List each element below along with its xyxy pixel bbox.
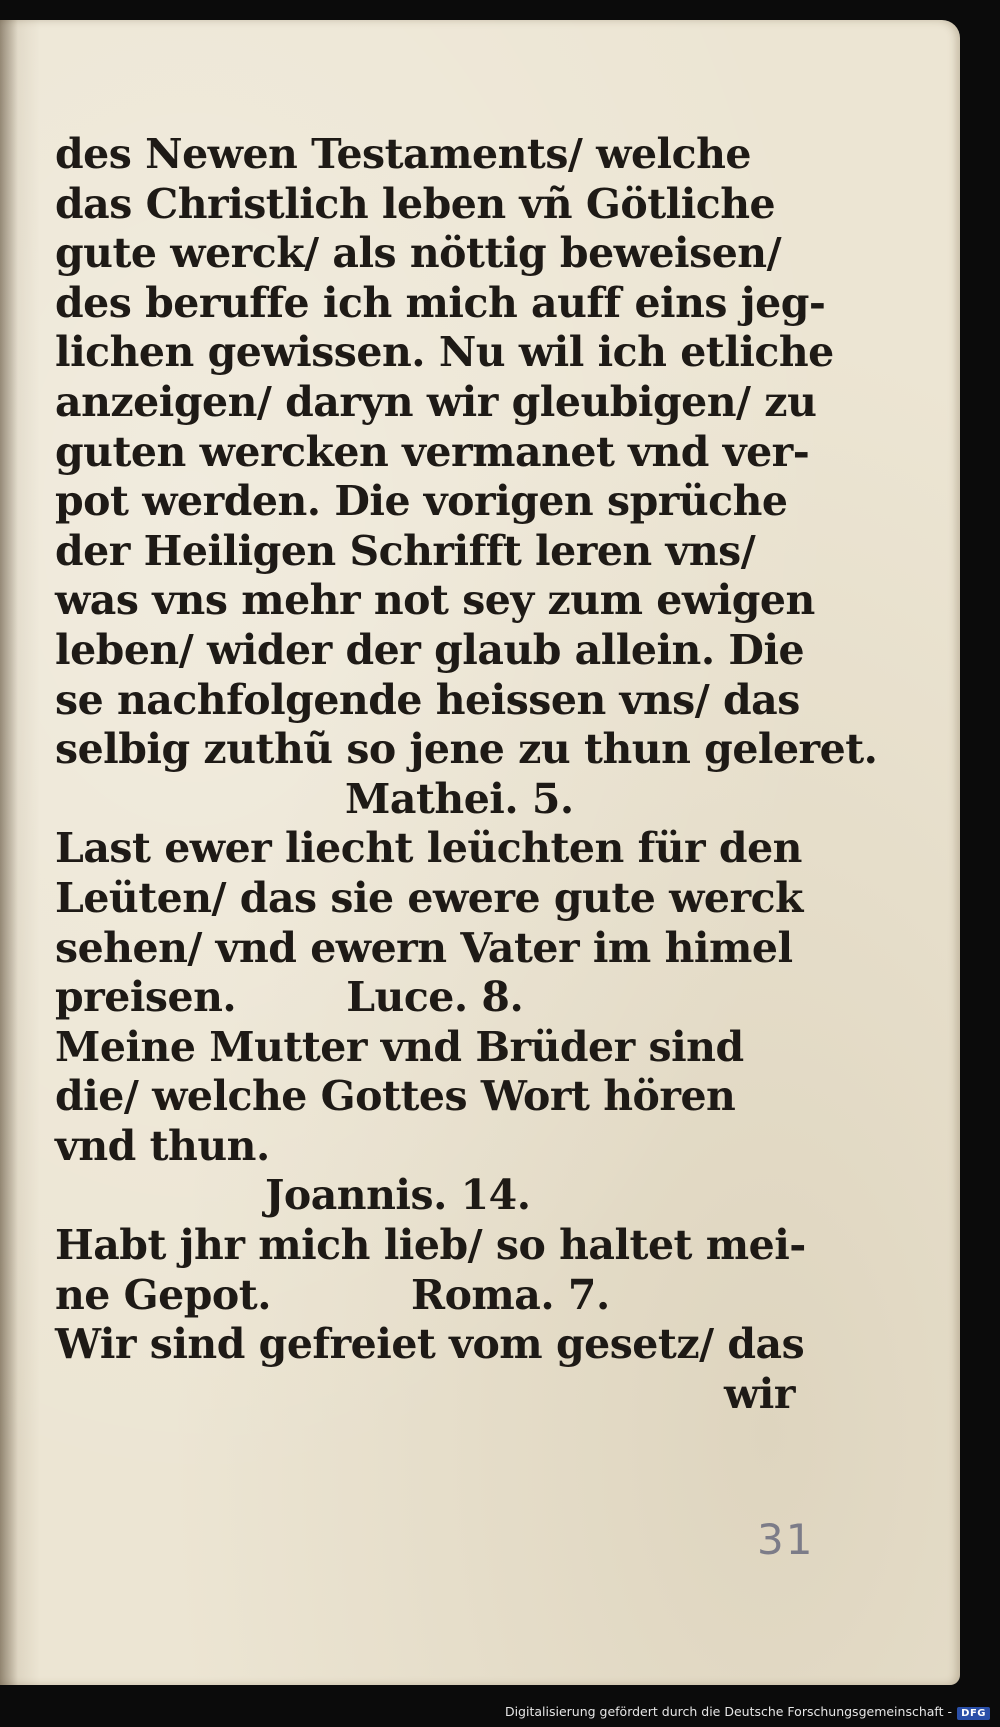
scripture-reference-roma: Roma. 7. (411, 1270, 610, 1319)
text-line: anzeigen/ daryn wir gleubigen/ zu (55, 377, 817, 426)
text-line: des beruffe ich mich auff eins jeg- (55, 278, 826, 327)
text-line: was vns mehr not sey zum ewigen (55, 576, 815, 625)
text-line: Meine Mutter vnd Brüder sind (55, 1022, 744, 1071)
text-line: Leüten/ das sie ewere gute werck (55, 873, 803, 922)
text-line: der Heiligen Schrifft leren vns/ (55, 526, 756, 575)
text-line: se nachfolgende heissen vns/ das (55, 675, 800, 724)
text-line: vnd thun. (55, 1121, 270, 1170)
scripture-reference-joannis: Joannis. 14. (265, 1171, 531, 1220)
text-line-with-reference (55, 1271, 795, 1321)
text-line: gute werck/ als nöttig beweisen/ (55, 229, 782, 278)
page-gutter-shadow (0, 20, 18, 1685)
dfg-logo-badge: DFG (957, 1707, 990, 1720)
text-line: guten wercken vermanet vnd ver- (55, 427, 810, 476)
text-line: des Newen Testaments/ welche (55, 130, 751, 178)
text-line: Wir sind gefreiet vom gesetz/ das (55, 1320, 805, 1369)
text-line: die/ welche Gottes Wort hören (55, 1072, 736, 1121)
text-line: pot werden. Die vorigen sprüche (55, 477, 788, 526)
text-line: Last ewer liecht leüchten für den (55, 824, 802, 873)
text-line: das Christlich leben vñ Götliche (55, 179, 776, 228)
text-fragment: preisen. (55, 973, 237, 1022)
scripture-reference-mathei: Mathei. 5. (345, 774, 574, 823)
digitization-footer (0, 1697, 1000, 1727)
catchword: wir (724, 1369, 795, 1418)
scripture-reference-luce: Luce. 8. (346, 973, 524, 1022)
footer-credit-text: Digitalisierung gefördert durch die Deutsche Forschungsgemeinschaft - (504, 1704, 952, 1719)
text-line: Habt jhr mich lieb/ so haltet mei- (55, 1221, 806, 1270)
text-fragment: ne Gepot. (55, 1270, 271, 1319)
text-line: lichen gewissen. Nu wil ich etliche (55, 328, 834, 377)
folio-number: 31 (757, 1515, 815, 1564)
text-line-with-reference (55, 973, 795, 1023)
text-line: selbig zuthũ so jene zu thun geleret. (55, 725, 878, 774)
text-line: sehen/ vnd ewern Vater im himel (55, 923, 793, 972)
text-line: leben/ wider der glaub allein. Die (55, 625, 805, 674)
page-text-block (55, 130, 878, 1419)
